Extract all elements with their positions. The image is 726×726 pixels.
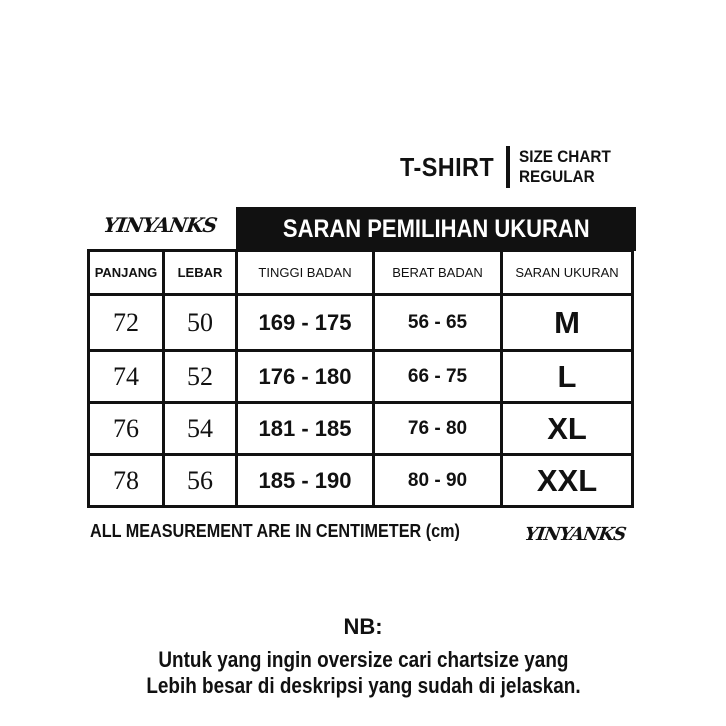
saran-ukuran-cell: XL (502, 403, 633, 455)
lebar-cell: 50 (164, 295, 237, 351)
saran-ukuran-cell: M (502, 295, 633, 351)
table-row (89, 295, 633, 351)
lebar-cell: 52 (164, 351, 237, 403)
nb-text-line2 (0, 673, 726, 699)
panjang-cell: 78 (89, 455, 164, 507)
chart-kind-label (519, 147, 621, 187)
column-header-saran-ukuran: SARAN UKURAN (502, 251, 633, 295)
saran-ukuran-cell: XXL (502, 455, 633, 507)
berat-badan-cell: 80 - 90 (374, 455, 502, 507)
nb-text-line1 (0, 647, 726, 673)
brand-logo: YINYANKS (102, 213, 218, 237)
size-chart-header (400, 142, 621, 192)
table-title-bar (236, 207, 636, 251)
nb-label: NB: (343, 614, 383, 639)
column-header-lebar: LEBAR (164, 251, 237, 295)
berat-badan-cell: 56 - 65 (374, 295, 502, 351)
column-header-berat-badan: BERAT BADAN (374, 251, 502, 295)
saran-ukuran-cell: L (502, 351, 633, 403)
tinggi-badan-cell: 169 - 175 (237, 295, 374, 351)
lebar-cell: 56 (164, 455, 237, 507)
panjang-cell: 74 (89, 351, 164, 403)
table-header-row (89, 251, 633, 295)
panjang-cell: 72 (89, 295, 164, 351)
header-divider (506, 146, 510, 188)
panjang-cell: 76 (89, 403, 164, 455)
brand-logo-small: YINYANKS (523, 524, 627, 545)
chart-kind-line2: REGULAR (519, 167, 595, 186)
berat-badan-cell: 66 - 75 (374, 351, 502, 403)
chart-kind-line1: SIZE CHART (519, 147, 611, 166)
table-row (89, 455, 633, 507)
tinggi-badan-cell: 181 - 185 (237, 403, 374, 455)
measurement-unit-note: ALL MEASUREMENT ARE IN CENTIMETER (cm) (90, 521, 460, 541)
nb-text-line1-content: Untuk yang ingin oversize cari chartsize yang (157, 647, 569, 672)
table-row (89, 403, 633, 455)
tinggi-badan-cell: 176 - 180 (237, 351, 374, 403)
column-header-panjang: PANJANG (89, 251, 164, 295)
size-table (87, 249, 634, 508)
table-title: SARAN PEMILIHAN UKURAN (282, 214, 590, 243)
product-type-label: T-SHIRT (400, 151, 495, 182)
nb-text-line2-content: Lebih besar di deskripsi yang sudah di jelaskan. (145, 673, 581, 698)
table-row (89, 351, 633, 403)
column-header-tinggi-badan: TINGGI BADAN (237, 251, 374, 295)
berat-badan-cell: 76 - 80 (374, 403, 502, 455)
lebar-cell: 54 (164, 403, 237, 455)
tinggi-badan-cell: 185 - 190 (237, 455, 374, 507)
